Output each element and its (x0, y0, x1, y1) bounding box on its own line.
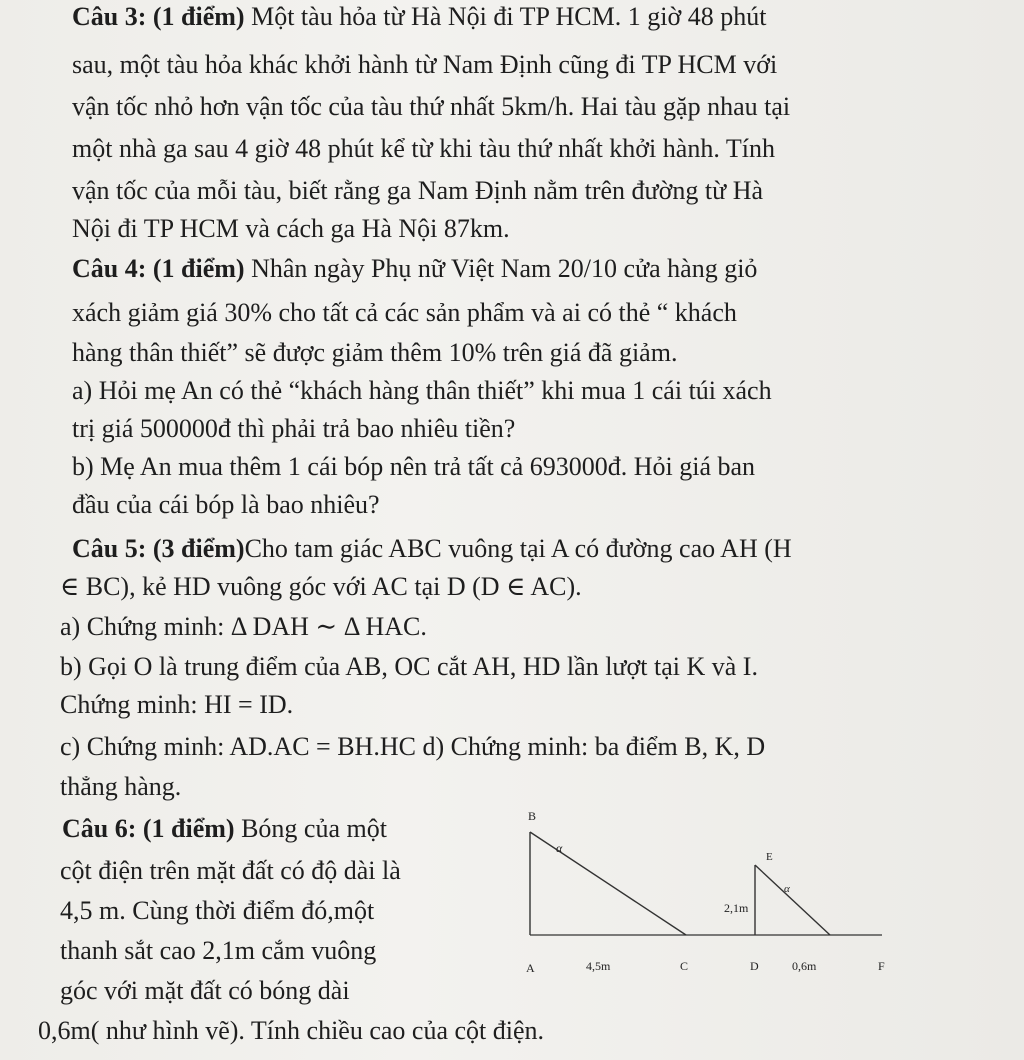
label-height-de: 2,1m (724, 901, 749, 915)
label-len-ac: 4,5m (586, 959, 611, 973)
q3-line-5: vận tốc của mỗi tàu, biết rằng ga Nam Định nằm trên đường từ Hà (72, 176, 764, 205)
label-a: A (526, 961, 535, 975)
q3-line-3: vận tốc nhỏ hơn vận tốc của tàu thứ nhất 5km/h. Hai tàu gặp nhau tại (72, 92, 791, 121)
label-alpha-2: α (784, 883, 790, 895)
q3-heading: Câu 3: (1 điểm) (72, 2, 245, 31)
q3-line-1: Câu 3: (1 điểm) Một tàu hỏa từ Hà Nội đi TP HCM. 1 giờ 48 phút (72, 2, 767, 31)
q4-line-5: trị giá 500000đ thì phải trả bao nhiêu tiền? (72, 414, 516, 443)
shadow-ray-ef (755, 865, 830, 935)
q6-line-3: 4,5 m. Cùng thời điểm đó,một (60, 896, 375, 925)
q6-line-2: cột điện trên mặt đất có độ dài là (60, 856, 401, 885)
q5-line-3: a) Chứng minh: Δ DAH ∼ Δ HAC. (60, 612, 427, 641)
q6-line-4: thanh sắt cao 2,1m cắm vuông (60, 936, 377, 965)
q5-line-5: Chứng minh: HI = ID. (60, 690, 294, 719)
label-b: B (528, 809, 537, 823)
q5-line-6: c) Chứng minh: AD.AC = BH.HC d) Chứng minh: ba điểm B, K, D (60, 732, 766, 761)
q5-line-7: thẳng hàng. (60, 772, 182, 801)
q3-line-6: Nội đi TP HCM và cách ga Hà Nội 87km. (72, 214, 510, 243)
q5-line-2: ∈ BC), kẻ HD vuông góc với AC tại D (D ∈ AC). (60, 572, 582, 601)
q6-line-1: Câu 6: (1 điểm) Bóng của một (62, 814, 387, 843)
q6-line-6: 0,6m( như hình vẽ). Tính chiều cao của cột điện. (38, 1016, 545, 1045)
label-alpha-1: α (556, 841, 563, 855)
q4-line-2: xách giảm giá 30% cho tất cả các sản phẩm và ai có thẻ “ khách (72, 298, 737, 327)
q5-line-1: Câu 5: (3 điểm)Cho tam giác ABC vuông tại A có đường cao AH (H (72, 534, 792, 563)
q4-line-6: b) Mẹ An mua thêm 1 cái bóp nên trả tất cả 693000đ. Hỏi giá ban (72, 452, 756, 481)
shadow-ray-bc (530, 832, 686, 935)
q3-line-4: một nhà ga sau 4 giờ 48 phút kể từ khi tàu thứ nhất khởi hành. Tính (72, 134, 775, 163)
q4-line-4: a) Hỏi mẹ An có thẻ “khách hàng thân thiết” khi mua 1 cái túi xách (72, 376, 772, 405)
label-len-df: 0,6m (792, 959, 817, 973)
shadow-figure (500, 800, 900, 990)
q4-line-7: đầu của cái bóp là bao nhiêu? (72, 490, 380, 519)
label-f: F (878, 959, 885, 973)
q3-line-2: sau, một tàu hỏa khác khởi hành từ Nam Định cũng đi TP HCM với (72, 50, 778, 79)
label-c: C (680, 959, 689, 973)
label-e: E (766, 851, 773, 863)
q5-heading: Câu 5: (3 điểm) (72, 534, 245, 563)
q6-line-5: góc với mặt đất có bóng dài (60, 976, 350, 1005)
q4-line-3: hàng thân thiết” sẽ được giảm thêm 10% trên giá đã giảm. (72, 338, 678, 367)
q4-heading: Câu 4: (1 điểm) (72, 254, 245, 283)
label-d: D (750, 959, 759, 973)
q4-line-1: Câu 4: (1 điểm) Nhân ngày Phụ nữ Việt Nam 20/10 cửa hàng giỏ (72, 254, 758, 283)
q5-line-4: b) Gọi O là trung điểm của AB, OC cắt AH, HD lần lượt tại K và I. (60, 652, 758, 681)
q6-heading: Câu 6: (1 điểm) (62, 814, 235, 843)
